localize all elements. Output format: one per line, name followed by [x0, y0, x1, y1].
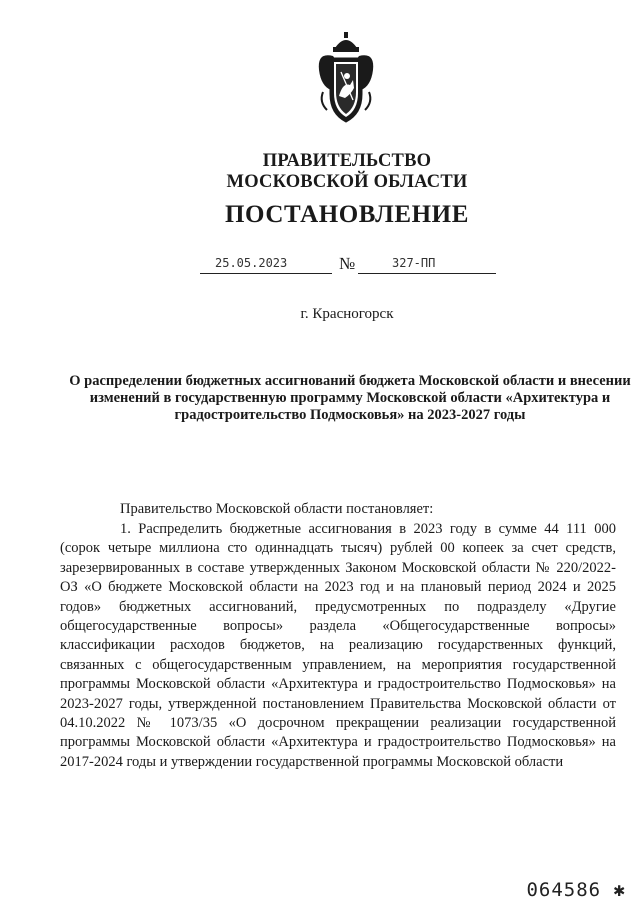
organization-name-line1: ПРАВИТЕЛЬСТВО — [262, 151, 432, 171]
document-date: 25.05.2023 — [215, 256, 288, 270]
document-number: 327-ПП — [392, 256, 436, 270]
serial-number: 064586 ✱ — [526, 879, 626, 901]
organization-name-line2: МОСКОВСКОЙ ОБЛАСТИ — [226, 172, 468, 192]
number-sign: № — [339, 254, 356, 273]
document-type-heading: ПОСТАНОВЛЕНИЕ — [224, 201, 470, 228]
intro-text: Правительство Московской области постановляет: — [120, 501, 434, 517]
city-line: г. Красногорск — [300, 306, 394, 322]
coat-of-arms-emblem — [313, 30, 379, 130]
number-underline — [358, 273, 496, 274]
date-number-line — [0, 256, 640, 280]
document-title: О распределении бюджетных ассигнований бюджета Московской области и внесении изменений в государственную программу Московской области «Архитектура и градостроительство Подмосковья» на 2023-2027 годы — [69, 373, 631, 423]
date-underline — [200, 273, 332, 274]
paragraph-1: 1. Распределить бюджетные ассигнования в 2023 году в сумме 44 111 000 (сорок четыре миллиона сто одиннадцать тысяч) рублей 00 копеек за счет средств, зарезервированных в составе утвержденных Законом Московской области № 220/2022-ОЗ «О бюджете Московской области на 2023 год и на плановый период 2024 и 2025 годов» бюджетных ассигнований, предусмотренных по подразделу «Другие общегосударственные вопросы» раздела «Общегосударственные вопросы» классификации расходов бюджетов, на реализацию государственных функций, связанных с общегосударственным управлением, на мероприятия государственной программы Московской области «Архитектура и градостроительство Подмосковья» на 2023-2027 годы, утвержденной постановлением Правительства Московской области от 04.10.2022 № 1073/35 «О досрочном прекращении реализации государственной программы Московской области «Архитектура и градостроительство Подмосковья» на 2017-2024 годы и утверждении государственной программы Московской области — [60, 521, 616, 770]
